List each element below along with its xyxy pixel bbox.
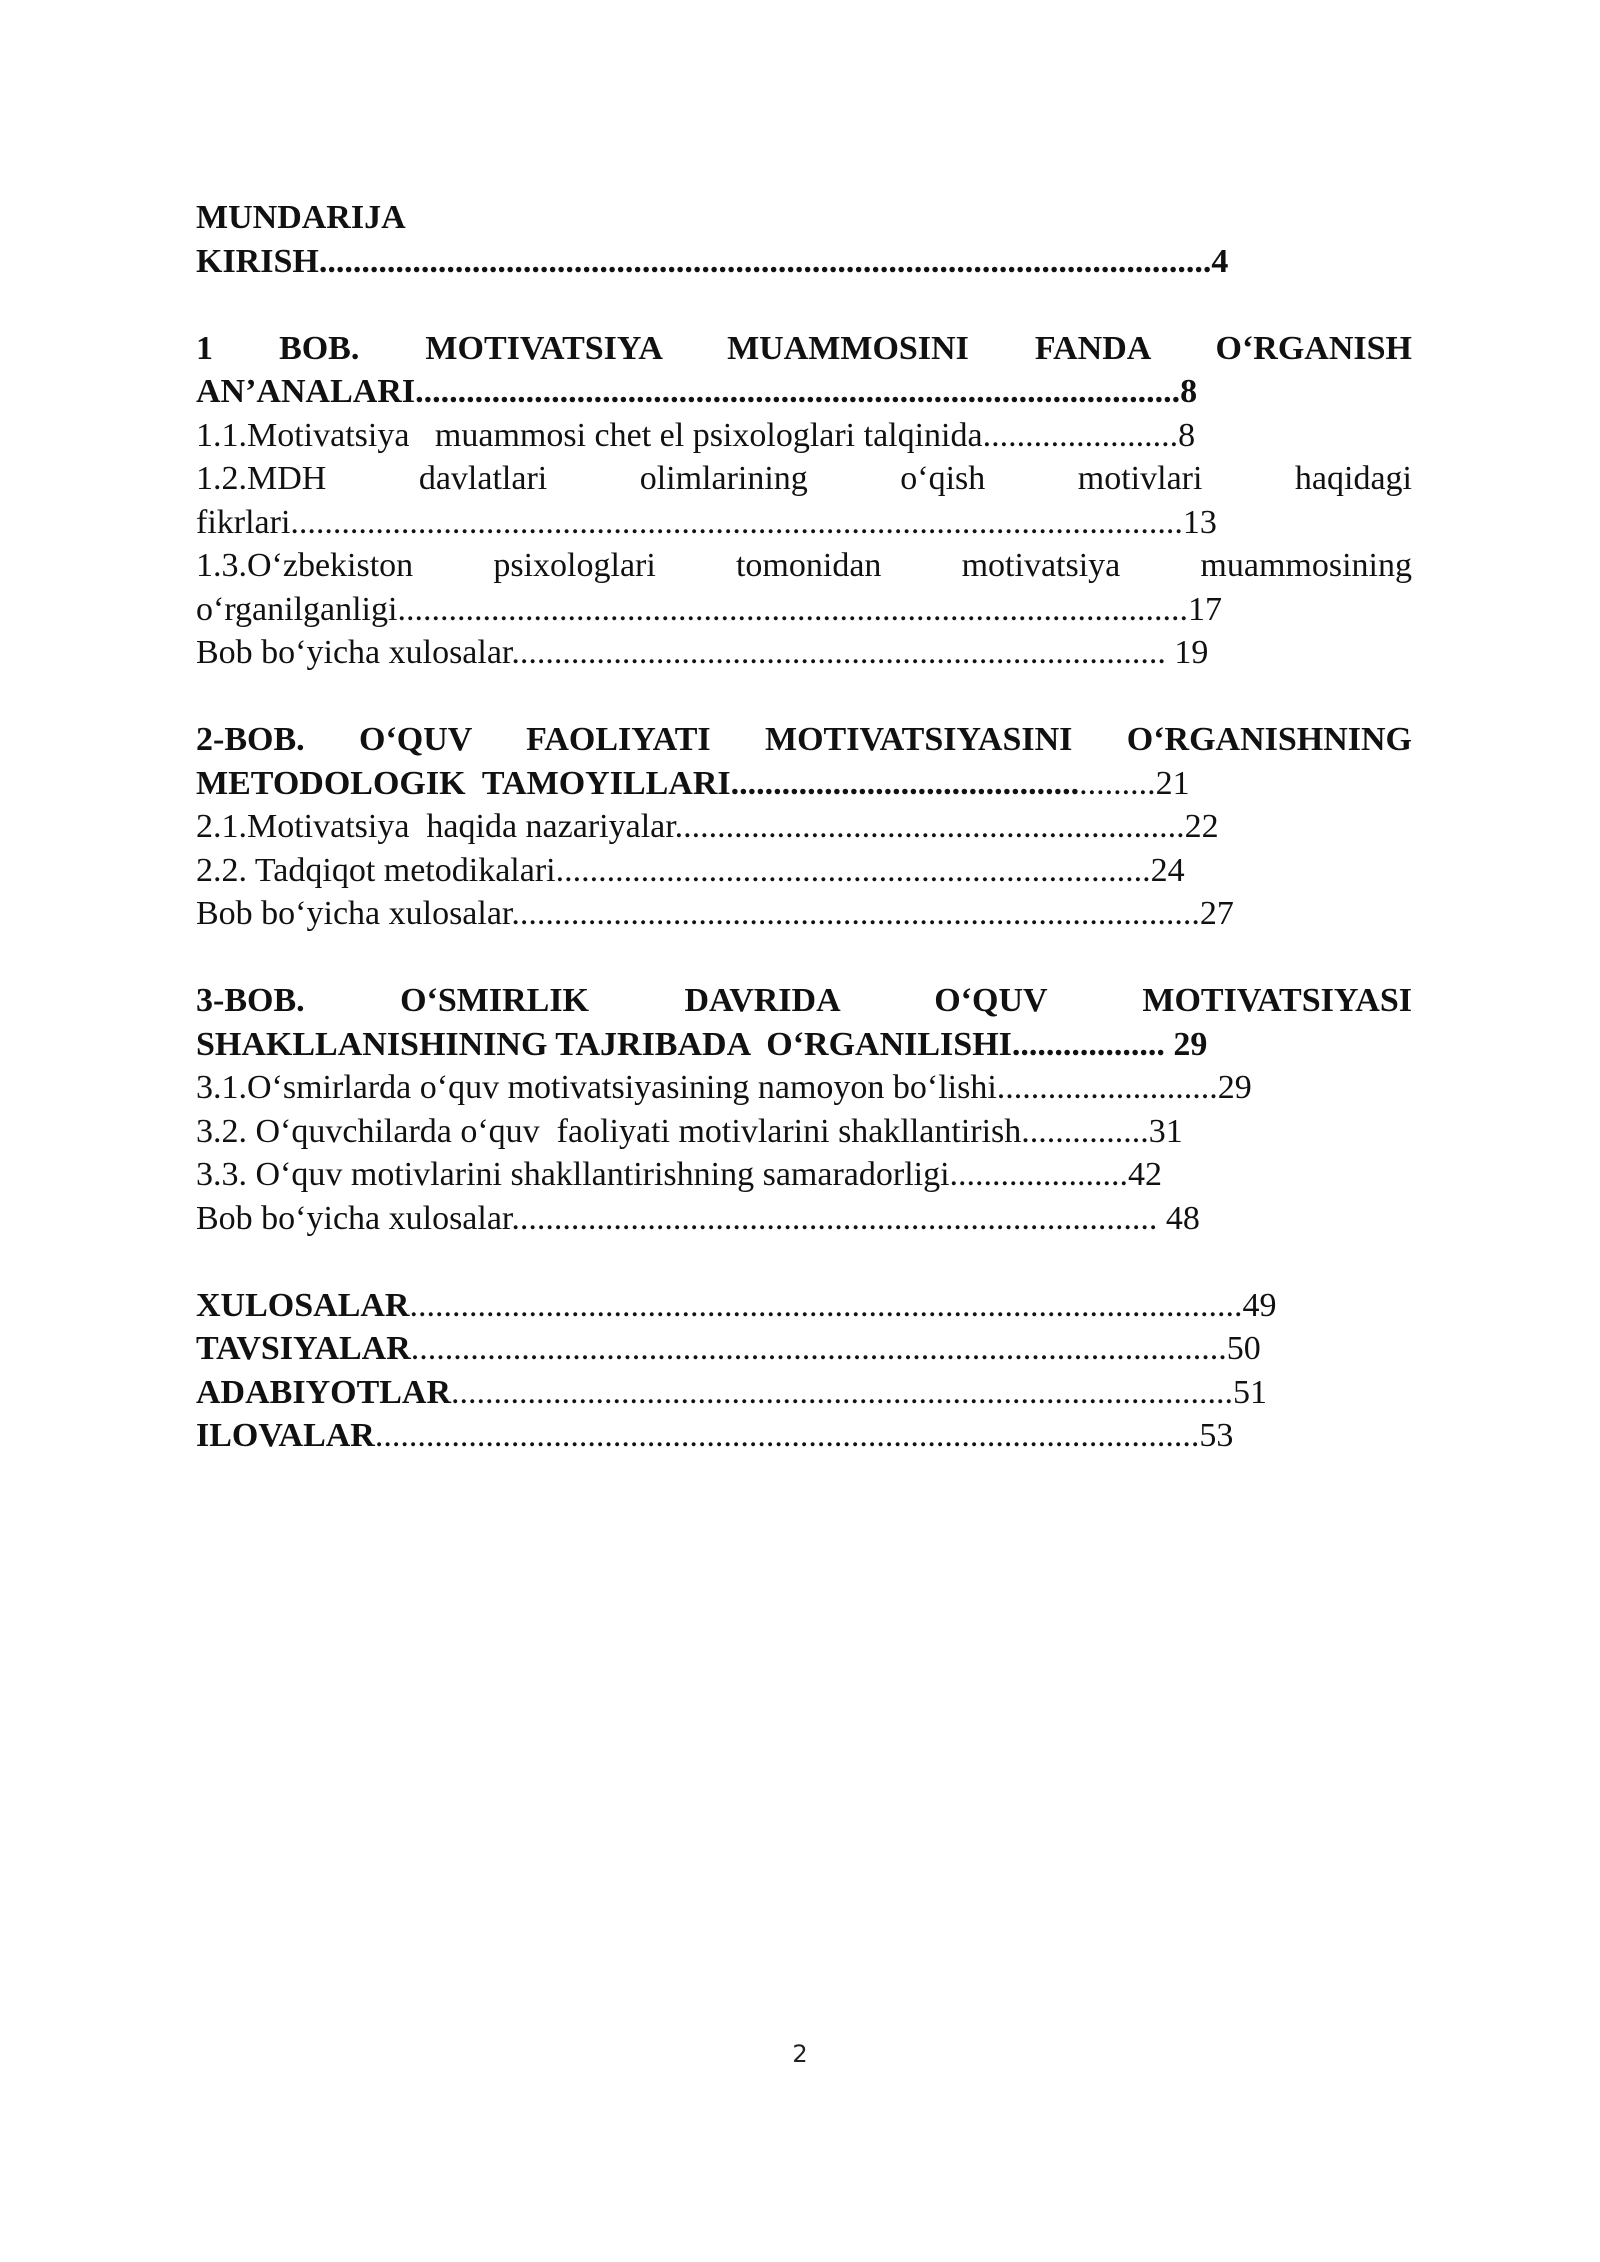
toc-entry-1-2-line-2: fikrlari.........................................................................................................13 [196,503,1217,541]
toc-entry-1-1: 1.1.Motivatsiya muammosi chet el psixologlari talqinida.......................8 [196,416,1196,454]
toc-entry-2-1: 2.1.Motivatsiya haqida nazariyalar............................................................22 [196,808,1219,845]
ilovalar-leader: .................................................................................................53 [374,1417,1234,1454]
chapter-3-heading-line-1: 3-BOB. O‘SMIRLIK DAVRIDA O‘QUV MOTIVATSIYASI [196,982,1412,1019]
adabiyotlar-leader: ............................................................................................51 [451,1373,1268,1411]
xulosalar-label: XULOSALAR [196,1286,410,1324]
xulosalar-leader: ..................................................................................................49 [409,1286,1277,1324]
toc-entry-ilovalar [196,1414,1412,1458]
toc-entry-1-3-line-2: o‘rganilganligi.............................................................................................17 [196,590,1222,628]
adabiyotlar-label: ADABIYOTLAR [196,1373,452,1411]
chapter-2-heading-page: .........21 [1079,764,1190,802]
ilovalar-label: ILOVALAR [196,1417,375,1454]
toc-entry-3-summary: Bob bo‘yicha xulosalar............................................................................ 48 [196,1199,1200,1237]
chapter-2-heading-line-2 [196,762,1412,806]
spacer [196,675,1412,719]
toc-entry-1-2-line-1: 1.2.MDH davlatlari olimlarining o‘qish motivlari haqidagi [196,460,1412,497]
toc-entry-1-summary: Bob bo‘yicha xulosalar............................................................................. 19 [196,634,1209,671]
toc-entry-3-2: 3.2. O‘quvchilarda o‘quv faoliyati motivlarini shakllantirish...............31 [196,1112,1183,1150]
chapter-1-heading-line-2: AN’ANALARI..........................................................................................8 [196,373,1198,410]
chapter-2-heading-line-1: 2-BOB. O‘QUV FAOLIYATI MOTIVATSIYASINI O‘RGANISHNING [196,721,1412,758]
tavsiyalar-leader: ................................................................................................50 [410,1330,1261,1367]
chapter-1-heading-line-1: 1 BOB. MOTIVATSIYA MUAMMOSINI FANDA O‘RGANISH [196,329,1412,367]
tavsiyalar-label: TAVSIYALAR [196,1330,411,1367]
spacer [196,936,1412,980]
spacer [196,1240,1412,1284]
chapter-2-heading-bold: METODOLOGIK TAMOYILLARI......................................... [196,764,1080,802]
toc-entry-kirish: KIRISH.........................................................................................................4 [196,242,1229,280]
toc-entry-1-3-line-1: 1.3.O‘zbekiston psixologlari tomonidan motivatsiya muammosining [196,547,1412,584]
toc-entry-3-3: 3.3. O‘quv motivlarini shakllantirishning samaradorligi.....................42 [196,1156,1163,1193]
toc-entry-tavsiyalar [196,1327,1412,1371]
toc-entry-adabiyotlar [196,1371,1412,1415]
toc-entry-2-summary: Bob bo‘yicha xulosalar.................................................................................27 [196,895,1234,932]
toc-title: MUNDARIJA [196,199,406,236]
spacer [196,283,1412,327]
toc-entry-2-2: 2.2. Tadqiqot metodikalari......................................................................24 [196,851,1185,889]
page-number: 2 [792,2040,808,2068]
table-of-contents [196,196,1412,1458]
toc-entry-xulosalar [196,1284,1412,1328]
toc-entry-3-1: 3.1.O‘smirlarda o‘quv motivatsiyasining namoyon bo‘lishi..........................29 [196,1069,1252,1106]
chapter-3-heading-line-2: SHAKLLANISHINING TAJRIBADA O‘RGANILISHI.................. 29 [196,1025,1208,1063]
